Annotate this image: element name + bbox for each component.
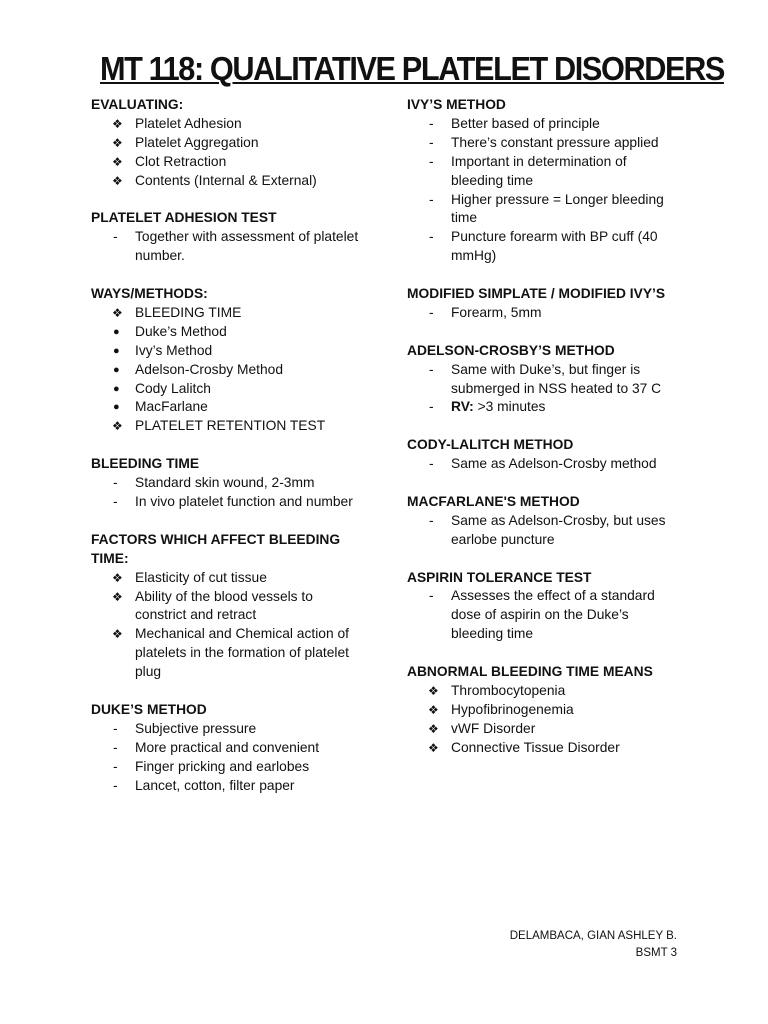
dash-bullet-icon: -: [429, 229, 434, 245]
bullet-list: [407, 361, 677, 418]
dash-bullet-icon: -: [113, 758, 118, 774]
section-factors-which-affect-bleeding-time: [91, 531, 366, 682]
list-item: [91, 739, 366, 758]
diamond-bullet-icon: ❖: [428, 721, 439, 736]
dot-bullet-icon: ●: [113, 325, 120, 338]
section-modified-simplate-modified-ivy-s: [407, 285, 677, 323]
item-text: Together with assessment of platelet number.: [135, 229, 359, 264]
list-item: [91, 625, 366, 682]
dash-bullet-icon: -: [429, 512, 434, 528]
list-item: [407, 153, 677, 191]
diamond-bullet-icon: ❖: [112, 570, 123, 585]
item-text: Standard skin wound, 2-3mm: [135, 475, 315, 491]
list-item: [407, 398, 677, 417]
diamond-bullet-icon: ❖: [112, 589, 123, 604]
section-heading: MACFARLANE'S METHOD: [407, 493, 580, 509]
list-item: [407, 682, 677, 701]
item-text: Platelet Adhesion: [135, 115, 242, 131]
diamond-bullet-icon: ❖: [112, 305, 123, 320]
item-text: Mechanical and Chemical action of platelets in the formation of platelet plug: [135, 626, 349, 680]
dash-bullet-icon: -: [429, 134, 434, 150]
bullet-list: [407, 587, 677, 644]
diamond-bullet-icon: ❖: [112, 627, 123, 642]
dash-bullet-icon: -: [429, 399, 434, 415]
item-text: Subjective pressure: [135, 720, 257, 736]
list-item: [407, 701, 677, 720]
item-text: Better based of principle: [451, 115, 600, 131]
item-text: Puncture forearm with BP cuff (40 mmHg): [451, 229, 658, 264]
section-heading: PLATELET ADHESION TEST: [91, 210, 277, 226]
diamond-bullet-icon: ❖: [112, 116, 123, 131]
section-ivy-s-method: [407, 96, 677, 266]
bullet-list: [91, 228, 366, 266]
dash-bullet-icon: -: [113, 720, 118, 736]
list-item: [91, 398, 366, 417]
list-item: [91, 323, 366, 342]
bullet-list: [91, 304, 366, 436]
item-text: >3 minutes: [473, 399, 546, 415]
list-item: [91, 342, 366, 361]
dot-bullet-icon: ●: [113, 382, 120, 395]
section-aspirin-tolerance-test: [407, 569, 677, 645]
left-column: [91, 96, 366, 814]
dash-bullet-icon: -: [113, 493, 118, 509]
dash-bullet-icon: -: [429, 588, 434, 604]
item-text: Forearm, 5mm: [451, 304, 542, 320]
item-text: Elasticity of cut tissue: [135, 569, 267, 585]
section-heading: MODIFIED SIMPLATE / MODIFIED IVY’S: [407, 286, 666, 302]
dash-bullet-icon: -: [429, 191, 434, 207]
item-text: Clot Retraction: [135, 153, 227, 169]
list-item: [91, 777, 366, 796]
item-text: Assesses the effect of a standard dose of aspirin on the Duke’s bleeding time: [451, 588, 655, 642]
list-item: [407, 191, 677, 229]
item-text: BLEEDING TIME: [135, 304, 242, 320]
section-heading: EVALUATING:: [91, 97, 184, 112]
list-item: [91, 417, 366, 436]
list-item: [91, 115, 366, 134]
dash-bullet-icon: -: [113, 739, 118, 755]
item-text: More practical and convenient: [135, 739, 320, 755]
page-title: MT 118: QUALITATIVE PLATELET DISORDERS: [100, 50, 724, 87]
right-column: [407, 96, 677, 777]
section-abnormal-bleeding-time-means: [407, 663, 677, 758]
bullet-list: [407, 512, 677, 550]
item-text: Thrombocytopenia: [451, 683, 566, 698]
item-text: Same as Adelson-Crosby method: [451, 456, 657, 472]
item-text: Hypofibrinogenemia: [451, 701, 574, 717]
section-cody-lalitch-method: [407, 436, 677, 474]
item-text: Same with Duke’s, but finger is submerged in NSS heated to 37 C: [451, 361, 662, 396]
section-heading: ABNORMAL BLEEDING TIME MEANS: [407, 664, 653, 680]
section-ways-methods: [91, 285, 366, 436]
dot-bullet-icon: ●: [113, 344, 120, 357]
item-bold-label: RV:: [451, 399, 474, 415]
author-course: BSMT 3: [635, 947, 677, 959]
item-text: Contents (Internal & External): [135, 172, 317, 188]
list-item: [407, 512, 677, 550]
section-heading: DUKE’S METHOD: [91, 701, 207, 717]
diamond-bullet-icon: ❖: [112, 419, 123, 434]
item-text: Connective Tissue Disorder: [451, 739, 620, 755]
list-item: [407, 228, 677, 266]
list-item: [91, 474, 366, 493]
dash-bullet-icon: -: [429, 115, 434, 131]
item-text: PLATELET RETENTION TEST: [135, 418, 326, 434]
section-bleeding-time: [91, 455, 366, 512]
bullet-list: [407, 115, 677, 266]
item-text: There’s constant pressure applied: [451, 134, 659, 150]
list-item: [407, 361, 677, 399]
list-item: [91, 588, 366, 626]
list-item: [91, 228, 366, 266]
author-name: DELAMBACA, GIAN ASHLEY B.: [509, 930, 677, 942]
item-text: In vivo platelet function and number: [135, 493, 353, 509]
diamond-bullet-icon: ❖: [428, 684, 439, 698]
item-text: Lancet, cotton, filter paper: [135, 777, 295, 793]
list-item: [91, 304, 366, 323]
list-item: [91, 493, 366, 512]
dash-bullet-icon: -: [113, 777, 118, 793]
section-heading: FACTORS WHICH AFFECT BLEEDING TIME:: [91, 531, 341, 566]
bullet-list: [91, 115, 366, 191]
section-adelson-crosby-s-method: [407, 342, 677, 418]
dash-bullet-icon: -: [429, 153, 434, 169]
bullet-list: [91, 474, 366, 512]
item-text: Higher pressure = Longer bleeding time: [451, 191, 664, 226]
list-item: [91, 720, 366, 739]
section-evaluating: [91, 96, 366, 191]
item-text: Important in determination of bleeding time: [451, 153, 627, 188]
list-item: [407, 455, 677, 474]
section-heading: BLEEDING TIME: [91, 456, 200, 472]
dot-bullet-icon: ●: [113, 363, 120, 376]
section-platelet-adhesion-test: [91, 209, 366, 266]
list-item: [91, 758, 366, 777]
list-item: [91, 153, 366, 172]
dash-bullet-icon: -: [113, 229, 118, 245]
list-item: [407, 134, 677, 153]
list-item: [407, 115, 677, 134]
item-text: vWF Disorder: [451, 720, 536, 736]
item-text: Cody Lalitch: [135, 380, 211, 396]
bullet-list: [91, 720, 366, 796]
item-text: Ivy’s Method: [135, 342, 213, 358]
dash-bullet-icon: -: [113, 475, 118, 491]
item-text: Platelet Aggregation: [135, 134, 259, 150]
section-macfarlane-s-method: [407, 493, 677, 550]
dot-bullet-icon: ●: [113, 401, 120, 414]
diamond-bullet-icon: ❖: [428, 740, 439, 755]
list-item: [91, 134, 366, 153]
bullet-list: [407, 304, 677, 323]
dash-bullet-icon: -: [429, 304, 434, 320]
dash-bullet-icon: -: [429, 361, 434, 377]
bullet-list: [91, 569, 366, 682]
section-heading: IVY’S METHOD: [407, 97, 506, 112]
item-text: MacFarlane: [135, 399, 208, 415]
list-item: [407, 587, 677, 644]
item-text: Same as Adelson-Crosby, but uses earlobe puncture: [451, 512, 666, 547]
bullet-list: [407, 682, 677, 758]
item-text: Finger pricking and earlobes: [135, 758, 310, 774]
diamond-bullet-icon: ❖: [112, 154, 123, 169]
item-text: Adelson-Crosby Method: [135, 361, 284, 377]
diamond-bullet-icon: ❖: [112, 135, 123, 150]
diamond-bullet-icon: ❖: [112, 173, 123, 188]
list-item: [407, 739, 677, 758]
author-footer: [510, 928, 677, 962]
section-heading: ASPIRIN TOLERANCE TEST: [407, 569, 592, 585]
list-item: [91, 380, 366, 399]
diamond-bullet-icon: ❖: [428, 702, 439, 717]
item-text: Duke’s Method: [135, 323, 227, 339]
section-heading: ADELSON-CROSBY’S METHOD: [407, 342, 615, 358]
dash-bullet-icon: -: [429, 456, 434, 472]
bullet-list: [407, 455, 677, 474]
list-item: [407, 304, 677, 323]
item-text: Ability of the blood vessels to constrict and retract: [135, 588, 313, 623]
list-item: [91, 172, 366, 191]
section-duke-s-method: [91, 701, 366, 796]
section-heading: WAYS/METHODS:: [91, 286, 208, 302]
list-item: [407, 720, 677, 739]
section-heading: CODY-LALITCH METHOD: [407, 437, 574, 453]
list-item: [91, 361, 366, 380]
list-item: [91, 569, 366, 588]
